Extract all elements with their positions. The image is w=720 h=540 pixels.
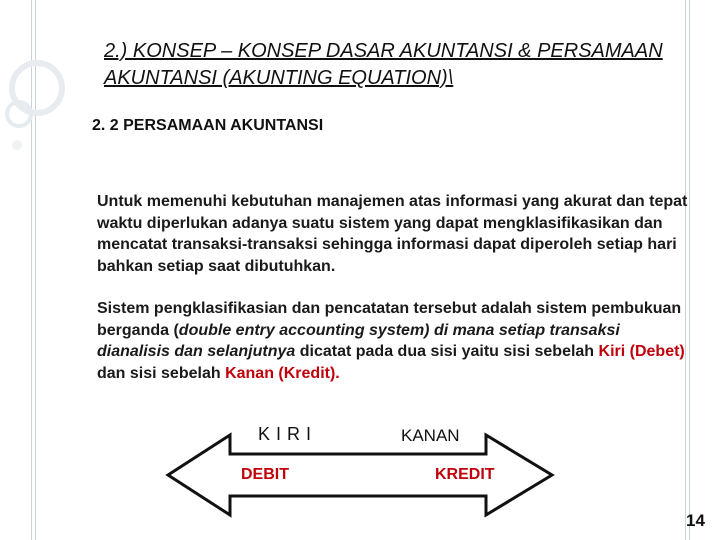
para2-text-2: dicatat pada dua sisi yaitu sisi sebelah — [295, 343, 599, 360]
para2-kanan-kredit: Kanan (Kredit). — [225, 364, 340, 382]
slide-title: 2.) KONSEP – KONSEP DASAR AKUNTANSI & PERSAMAAN AKUNTANSI (AKUNTING EQUATION)\ — [104, 40, 663, 89]
decor-circle-2 — [5, 100, 33, 128]
label-kredit: KREDIT — [435, 466, 495, 483]
double-arrow — [160, 430, 560, 530]
para2-italic: double entry accounting system) di mana setiap transaksi dianalisis dan selanjutnya — [97, 321, 620, 360]
decor-dot — [12, 140, 22, 150]
para2-text-3: dan sisi sebelah — [97, 364, 226, 382]
paragraph-system — [97, 298, 697, 384]
slide-subtitle: 2. 2 PERSAMAAN AKUNTANSI — [92, 117, 324, 134]
label-kanan: KANAN — [401, 426, 460, 445]
para2-text-1: Sistem pengklasifikasian dan pencatatan tersebut adalah sistem pembukuan berganda ( — [97, 300, 682, 339]
label-debit: DEBIT — [241, 466, 289, 483]
double-arrow-icon — [160, 430, 560, 530]
label-kiri: KIRI — [258, 424, 318, 444]
page-number: 14 — [686, 511, 705, 530]
para2-kiri-debet: Kiri (Debet) — [598, 343, 685, 360]
paragraph-info: Untuk memenuhi kebutuhan manajemen atas informasi yang akurat dan tepat waktu diperlukan adanya suatu sistem yang dapat mengklasifikasikan dan mencatat transaksi-transaksi sehingga informasi dapat diperoleh setiap hari bahkan setiap saat dibutuhkan. — [97, 193, 688, 275]
